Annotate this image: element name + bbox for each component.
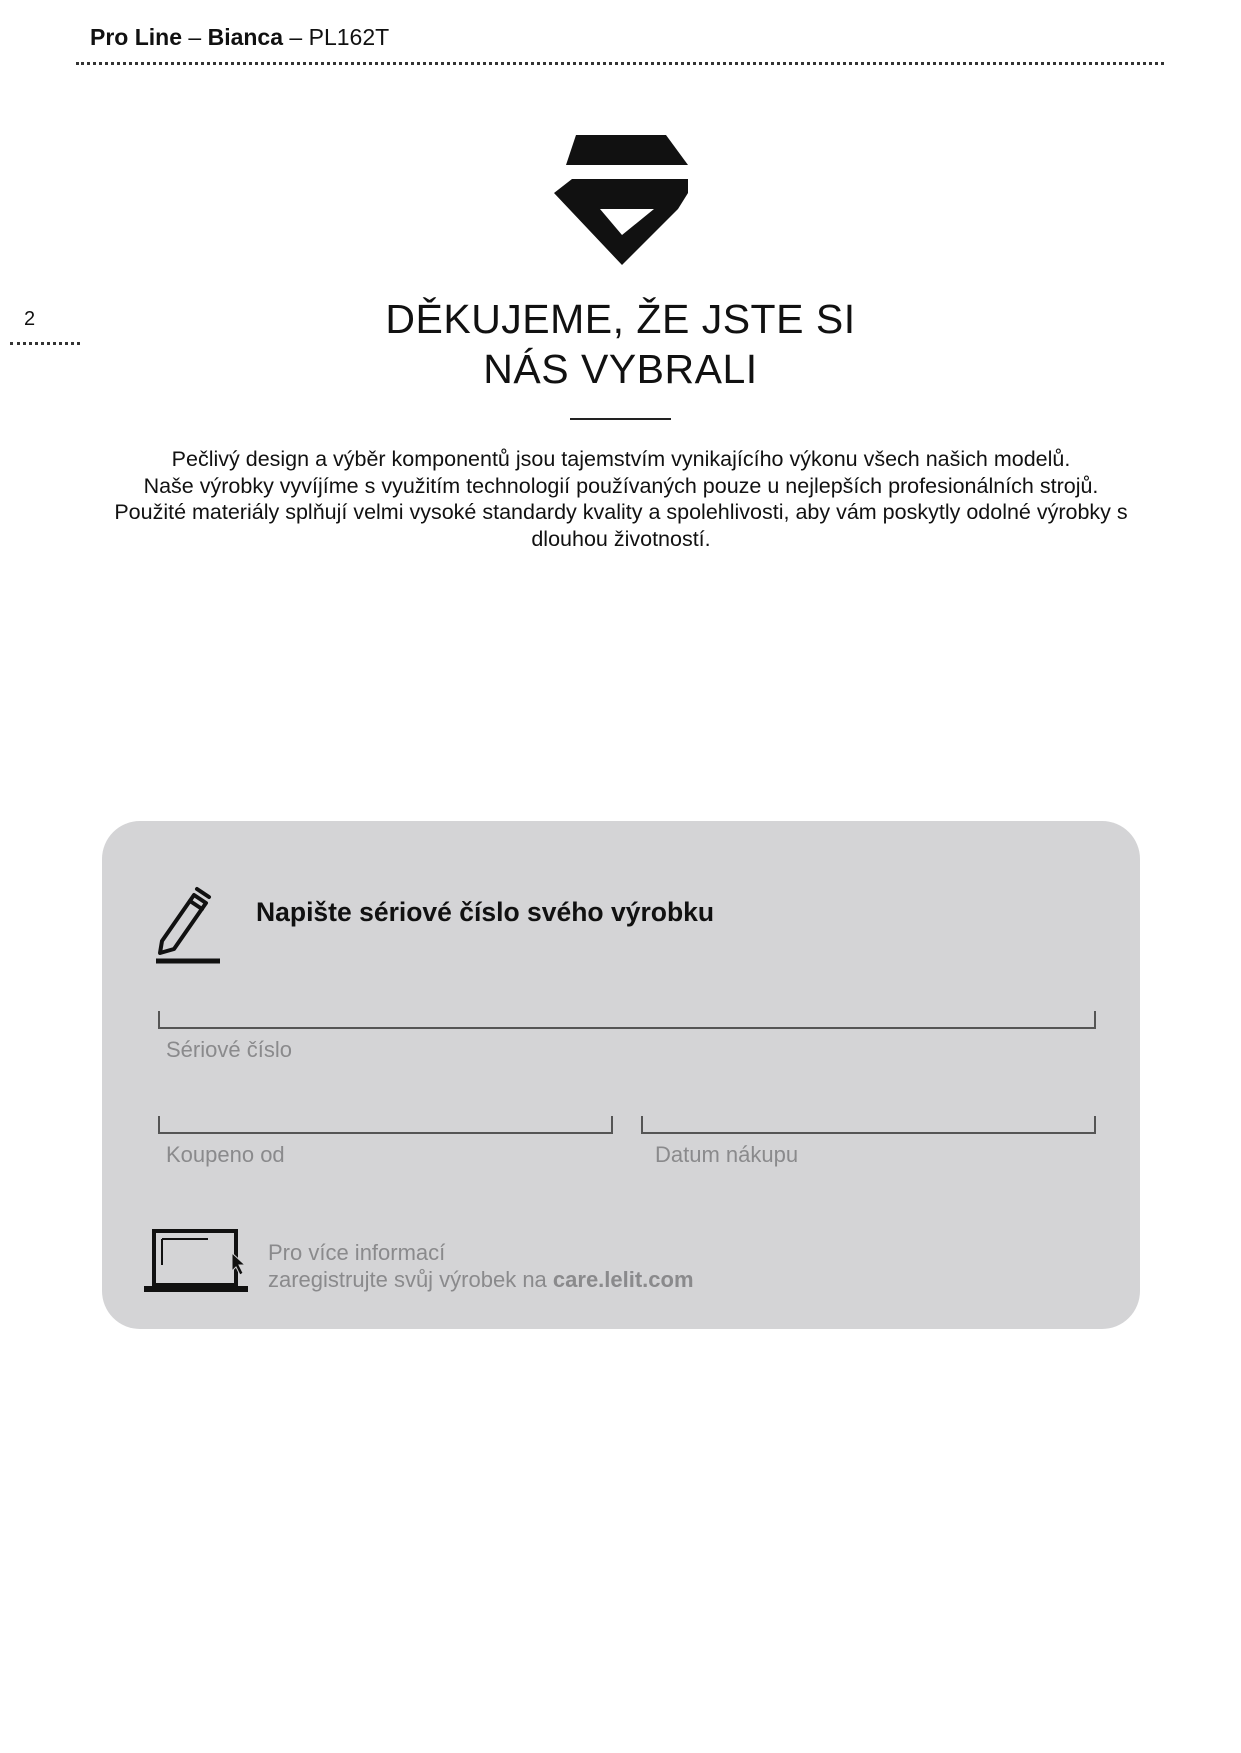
- info-line-1: Pro více informací: [268, 1240, 446, 1265]
- intro-line: Naše výrobky vyvíjíme s využitím technologií používaných pouze u nejlepších profesionálních strojů.: [143, 473, 1099, 498]
- header-separator: –: [182, 24, 208, 50]
- serial-number-label: Sériové číslo: [166, 1037, 292, 1062]
- header-model-name: Bianca: [207, 24, 284, 50]
- laptop-icon: [144, 1229, 248, 1295]
- lelit-logo-icon: [554, 135, 688, 265]
- purchase-date-field[interactable]: [641, 1116, 1096, 1134]
- care-website-link[interactable]: care.lelit.com: [552, 1267, 694, 1292]
- header-product-line: Pro Line: [90, 24, 183, 50]
- info-line-2: [268, 1266, 694, 1293]
- title-line-2: NÁS VYBRALI: [483, 346, 758, 392]
- registration-title: Napište sériové číslo svého výrobku: [256, 897, 715, 927]
- page-title: [0, 294, 1241, 394]
- registration-card: [102, 821, 1140, 1329]
- running-header: [90, 24, 389, 51]
- page-number: 2: [24, 308, 36, 330]
- intro-line: Použité materiály splňují velmi vysoké standardy kvality a spolehlivosti, aby vám poskytly odolné výrobky s dlouhou životností.: [114, 500, 1128, 551]
- title-underline: [570, 418, 671, 420]
- info-line-2-text: zaregistrujte svůj výrobek na: [268, 1267, 553, 1292]
- intro-paragraph: [86, 446, 1156, 552]
- purchased-from-field[interactable]: [158, 1116, 613, 1134]
- header-separator: –: [283, 24, 309, 50]
- pen-icon: [150, 885, 220, 967]
- title-line-1: DĚKUJEME, ŽE JSTE SI: [385, 296, 856, 342]
- registration-info: [268, 1239, 694, 1293]
- header-model-code: PL162T: [308, 24, 390, 50]
- purchased-from-label: Koupeno od: [166, 1142, 285, 1167]
- serial-number-field[interactable]: [158, 1011, 1096, 1029]
- header-dotted-rule: [76, 62, 1164, 65]
- intro-line: Pečlivý design a výběr komponentů jsou tajemstvím vynikajícího výkonu všech našich modelů.: [171, 447, 1071, 471]
- purchase-date-label: Datum nákupu: [655, 1142, 799, 1167]
